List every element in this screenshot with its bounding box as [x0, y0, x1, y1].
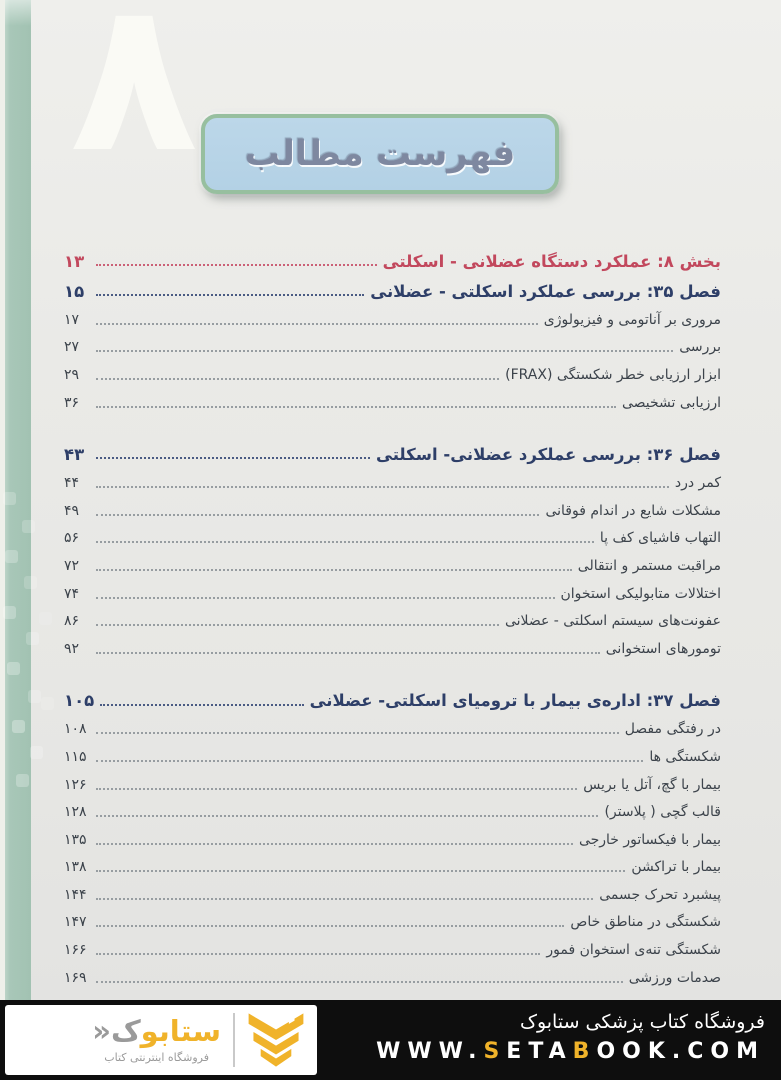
- entry-label: بیمار با فیکساتور خارجی: [578, 831, 721, 848]
- logo-divider: [233, 1013, 235, 1067]
- toc-group: [64, 439, 721, 662]
- entry-label: مراقبت مستمر و انتقالی: [577, 557, 721, 574]
- edge-squares-pattern: [3, 492, 16, 505]
- footer-text-block: [376, 1010, 765, 1064]
- dot-leader: [96, 457, 370, 459]
- entry-page-number: ۹۲: [64, 640, 80, 657]
- entry-page-number: ۴۹: [64, 502, 80, 519]
- entry-label: بیمار با تراکشن: [631, 859, 721, 876]
- entry-label: شکستگی ها: [649, 748, 721, 765]
- entry-page-number: ۲۷: [64, 339, 80, 356]
- setabook-logo-panel: [5, 1005, 317, 1075]
- entry-label: کمر درد: [674, 475, 721, 492]
- entry-label: بخش ۸: عملکرد دستگاه عضلانی - اسکلتی: [382, 251, 721, 271]
- entry-label: ارزیابی تشخیصی: [621, 394, 721, 411]
- entry-page-number: ۱۶۹: [64, 969, 87, 986]
- toc-entry: [64, 607, 721, 635]
- toc-entry: [64, 334, 721, 362]
- toc-entry: [64, 881, 721, 909]
- dot-leader: [96, 514, 539, 516]
- dot-leader: [96, 541, 594, 543]
- dot-leader: [96, 652, 600, 654]
- dot-leader: [96, 870, 625, 872]
- entry-label: عفونت‌های سیستم اسکلتی - عضلانی: [504, 613, 721, 630]
- dot-leader: [96, 760, 643, 762]
- toc-group: [64, 246, 721, 416]
- toc-entry: [64, 276, 721, 306]
- entry-page-number: ۱۰۸: [64, 721, 87, 738]
- entry-label: فصل ۳۷: اداره‌ی بیمار با ترومیای اسکلتی- عضلانی: [309, 691, 721, 711]
- toc-entry: [64, 469, 721, 497]
- entry-page-number: ۷۲: [64, 557, 80, 574]
- toc-entry: [64, 826, 721, 854]
- entry-label: صدمات ورزشی: [628, 969, 721, 986]
- entry-page-number: ۱۰۵: [64, 691, 95, 711]
- dot-leader: [96, 981, 623, 983]
- footer-bar: [0, 1000, 781, 1080]
- entry-page-number: ۱۳۸: [64, 859, 87, 876]
- entry-label: قالب گچی ( پلاستر): [604, 804, 721, 821]
- entry-page-number: ۱۴۷: [64, 914, 87, 931]
- entry-page-number: ۴۴: [64, 475, 80, 492]
- dot-leader: [96, 294, 364, 296]
- entry-label: مروری بر آناتومی و فیزیولوژی: [543, 311, 721, 328]
- toc-entry: [64, 936, 721, 964]
- entry-label: التهاب فاشیای کف پا: [599, 530, 721, 547]
- toc-entry: [64, 580, 721, 608]
- store-name: فروشگاه کتاب پزشکی ستابوک: [519, 1011, 765, 1033]
- toc-entry: [64, 497, 721, 525]
- toc-entry: [64, 361, 721, 389]
- logo-tagline: فروشگاه اینترنتی کتاب: [104, 1050, 209, 1064]
- toc-entry: [64, 686, 721, 716]
- entry-page-number: ۱۷: [64, 311, 80, 328]
- entry-page-number: ۱۲۶: [64, 776, 87, 793]
- toc-entry: [64, 798, 721, 826]
- toc-entry: [64, 439, 721, 469]
- dot-leader: [96, 898, 593, 900]
- dot-leader: [96, 925, 564, 927]
- entry-label: پیشبرد تحرک جسمی: [599, 886, 721, 903]
- toc-entry: [64, 525, 721, 553]
- dot-leader: [96, 350, 673, 352]
- entry-page-number: ۱۴۴: [64, 886, 87, 903]
- toc-entry: [64, 635, 721, 663]
- toc-list: [64, 246, 721, 1014]
- dot-leader: [96, 264, 377, 266]
- website-url: WWW.SETABOOK.COM: [376, 1038, 765, 1064]
- toc-entry: [64, 743, 721, 771]
- toc-entry: [64, 306, 721, 334]
- entry-label: شکستگی در مناطق خاص: [570, 914, 721, 931]
- entry-page-number: ۱۳۵: [64, 831, 87, 848]
- toc-entry: [64, 771, 721, 799]
- dot-leader: [96, 843, 573, 845]
- toc-title-box: [201, 114, 559, 194]
- toc-group: [64, 686, 721, 992]
- entry-label: در رفتگی مفصل: [624, 721, 721, 738]
- dot-leader: [96, 788, 577, 790]
- toc-entry: [64, 854, 721, 882]
- entry-label: مشکلات شایع در اندام فوقانی: [545, 502, 721, 519]
- toc-entry: [64, 246, 721, 276]
- dot-leader: [96, 378, 499, 380]
- dot-leader: [96, 597, 555, 599]
- toc-entry: [64, 964, 721, 992]
- dot-leader: [96, 323, 538, 325]
- entry-label: شکستگی تنه‌ی استخوان فمور: [546, 942, 721, 959]
- dot-leader: [96, 624, 499, 626]
- toc-entry: [64, 909, 721, 937]
- entry-page-number: ۲۹: [64, 366, 80, 383]
- entry-page-number: ۷۴: [64, 585, 80, 602]
- entry-page-number: ۱۵: [64, 281, 85, 301]
- setabook-wordmark: ستابوک«: [92, 1013, 221, 1048]
- entry-label: تومورهای استخوانی: [605, 640, 721, 657]
- entry-label: فصل ۳۵: بررسی عملکرد اسکلتی - عضلانی: [370, 281, 721, 301]
- dot-leader: [96, 406, 616, 408]
- dot-leader: [96, 486, 669, 488]
- setabook-chevron-icon: [247, 1010, 305, 1070]
- dot-leader: [96, 569, 572, 571]
- dot-leader: [96, 815, 598, 817]
- page-number-watermark: ۸: [70, 0, 199, 199]
- toc-title: فهرست مطالب: [244, 134, 516, 174]
- toc-entry: [64, 552, 721, 580]
- dot-leader: [100, 704, 303, 706]
- entry-page-number: ۴۳: [64, 444, 85, 464]
- entry-page-number: ۸۶: [64, 613, 80, 630]
- entry-label: فصل ۳۶: بررسی عملکرد عضلانی- اسکلتی: [376, 444, 721, 464]
- dot-leader: [96, 953, 540, 955]
- entry-page-number: ۱۱۵: [64, 748, 87, 765]
- entry-page-number: ۱۳: [64, 251, 85, 271]
- entry-label: بیمار با گچ، آتل یا بریس: [583, 776, 721, 793]
- logo-text-block: [92, 1013, 221, 1064]
- entry-label: بررسی: [679, 339, 721, 356]
- entry-label: اختلالات متابولیکی استخوان: [560, 585, 721, 602]
- dot-leader: [96, 732, 619, 734]
- entry-page-number: ۱۶۶: [64, 942, 87, 959]
- entry-page-number: ۵۶: [64, 530, 80, 547]
- toc-entry: [64, 389, 721, 417]
- entry-label: ابزار ارزیابی خطر شکستگی (FRAX): [505, 366, 721, 383]
- entry-page-number: ۳۶: [64, 394, 80, 411]
- entry-page-number: ۱۲۸: [64, 804, 87, 821]
- toc-entry: [64, 716, 721, 744]
